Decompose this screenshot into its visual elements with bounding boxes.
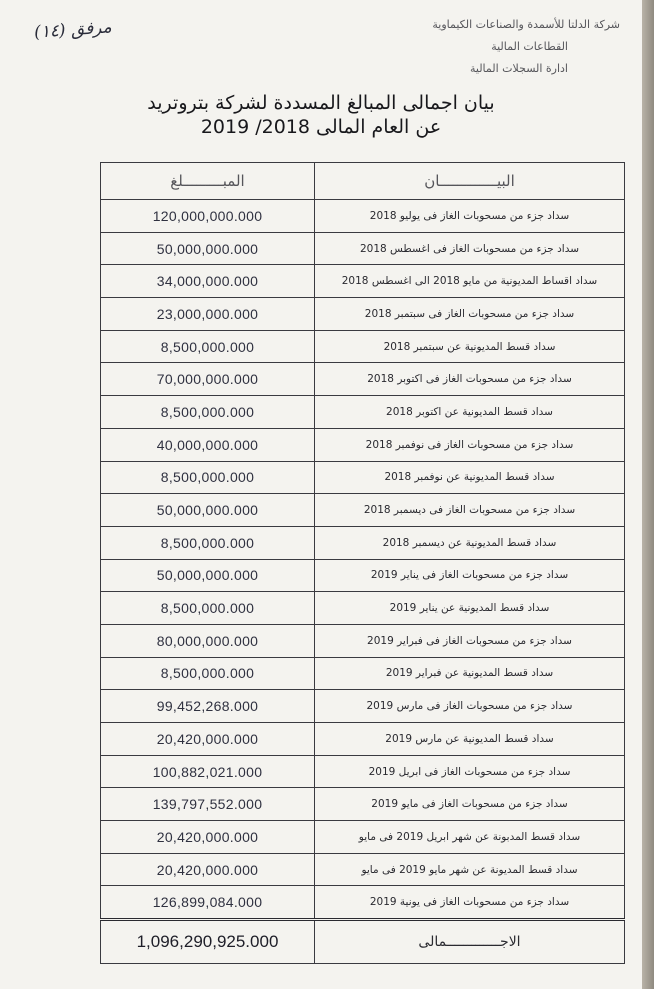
row-description: سداد قسط المديونية عن اكتوبر 2018 bbox=[315, 396, 625, 429]
row-description: سداد جزء من مسحوبات الغاز فى يناير 2019 bbox=[315, 559, 625, 592]
table-row bbox=[101, 526, 625, 559]
row-description: سداد قسط المديونية عن فبراير 2019 bbox=[315, 657, 625, 690]
table-row bbox=[101, 886, 625, 920]
table-row bbox=[101, 232, 625, 265]
document-subtitle: عن العام المالى 2018/ 2019 bbox=[200, 116, 442, 138]
row-description: سداد قسط المديونية عن نوفمبر 2018 bbox=[315, 461, 625, 494]
company-letterhead bbox=[432, 14, 620, 80]
page-edge-shadow bbox=[642, 0, 654, 989]
table-row bbox=[101, 755, 625, 788]
table-row bbox=[101, 330, 625, 363]
row-description: سداد جزء من مسحوبات الغاز فى نوفمبر 2018 bbox=[315, 428, 625, 461]
table-row bbox=[101, 821, 625, 854]
table-row bbox=[101, 723, 625, 756]
row-description: سداد جزء من مسحوبات الغاز فى يونية 2019 bbox=[315, 886, 625, 920]
row-amount: 126,899,084.000 bbox=[101, 886, 315, 920]
row-amount: 8,500,000.000 bbox=[101, 461, 315, 494]
division-line: ادارة السجلات المالية bbox=[469, 62, 568, 75]
row-description: سداد جزء من مسحوبات الغاز فى ابريل 2019 bbox=[315, 755, 625, 788]
row-amount: 8,500,000.000 bbox=[101, 330, 315, 363]
table-row bbox=[101, 494, 625, 527]
row-description: سداد قسط المديونية عن يناير 2019 bbox=[315, 592, 625, 625]
row-description: سداد قسط المدبونة عن شهر ابريل 2019 فى مايو bbox=[315, 821, 625, 854]
handwritten-annex-note: مرفق (١٤) bbox=[33, 17, 113, 43]
row-description: سداد قسط المديونية عن مارس 2019 bbox=[315, 723, 625, 756]
table-row bbox=[101, 396, 625, 429]
row-description: سداد قسط المديونية عن سبتمبر 2018 bbox=[315, 330, 625, 363]
table-row bbox=[101, 788, 625, 821]
row-description: سداد جزء من مسحوبات الغاز فى فبراير 2019 bbox=[315, 624, 625, 657]
row-description: سداد جزء من مسحوبات الغاز فى اغسطس 2018 bbox=[315, 232, 625, 265]
table-row bbox=[101, 298, 625, 331]
document-title: بيان اجمالى المبالغ المسددة لشركة بتروتريد bbox=[147, 92, 495, 114]
row-amount: 40,000,000.000 bbox=[101, 428, 315, 461]
row-description: سداد جزء من مسحوبات الغاز فى ديسمبر 2018 bbox=[315, 494, 625, 527]
table-row bbox=[101, 461, 625, 494]
column-header-amount: المبـــــــــلغ bbox=[101, 163, 315, 200]
table-row bbox=[101, 853, 625, 886]
table-row bbox=[101, 265, 625, 298]
row-amount: 23,000,000.000 bbox=[101, 298, 315, 331]
row-amount: 8,500,000.000 bbox=[101, 657, 315, 690]
row-amount: 99,452,268.000 bbox=[101, 690, 315, 723]
row-amount: 34,000,000.000 bbox=[101, 265, 315, 298]
payments-table bbox=[100, 162, 625, 964]
table-row bbox=[101, 363, 625, 396]
row-amount: 20,420,000.000 bbox=[101, 853, 315, 886]
table-row bbox=[101, 428, 625, 461]
row-amount: 70,000,000.000 bbox=[101, 363, 315, 396]
row-description: سداد جزء من مسحوبات الغاز فى اكتوبر 2018 bbox=[315, 363, 625, 396]
row-amount: 8,500,000.000 bbox=[101, 592, 315, 625]
row-description: سداد جزء من مسحوبات الغاز فى مارس 2019 bbox=[315, 690, 625, 723]
table-row bbox=[101, 624, 625, 657]
row-amount: 139,797,552.000 bbox=[101, 788, 315, 821]
table-row bbox=[101, 690, 625, 723]
row-amount: 20,420,000.000 bbox=[101, 723, 315, 756]
row-description: سداد جزء من مسحوبات الغاز فى يوليو 2018 bbox=[315, 200, 625, 233]
row-amount: 80,000,000.000 bbox=[101, 624, 315, 657]
row-description: سداد قسط المديونية عن ديسمبر 2018 bbox=[315, 526, 625, 559]
row-amount: 120,000,000.000 bbox=[101, 200, 315, 233]
total-row bbox=[101, 920, 625, 964]
row-amount: 8,500,000.000 bbox=[101, 526, 315, 559]
row-description: سداد اقساط المديونية من مايو 2018 الى اغسطس 2018 bbox=[315, 265, 625, 298]
row-amount: 100,882,021.000 bbox=[101, 755, 315, 788]
company-name: شركة الدلتا للأسمدة والصناعات الكيماوية bbox=[432, 18, 620, 31]
table-row bbox=[101, 559, 625, 592]
table-row bbox=[101, 592, 625, 625]
department-line: القطاعات المالية bbox=[491, 40, 568, 53]
row-amount: 8,500,000.000 bbox=[101, 396, 315, 429]
row-description: سداد قسط المديونة عن شهر مايو 2019 فى مايو bbox=[315, 853, 625, 886]
row-description: سداد جزء من مسحوبات الغاز فى سبتمبر 2018 bbox=[315, 298, 625, 331]
total-label: الاجـــــــــــــمالى bbox=[315, 920, 625, 964]
row-description: سداد جزء من مسحوبات الغاز فى مايو 2019 bbox=[315, 788, 625, 821]
column-header-description: البيـــــــــــــان bbox=[315, 163, 625, 200]
table-header-row bbox=[101, 163, 625, 200]
row-amount: 50,000,000.000 bbox=[101, 494, 315, 527]
total-amount: 1,096,290,925.000 bbox=[101, 920, 315, 964]
table-row bbox=[101, 200, 625, 233]
row-amount: 20,420,000.000 bbox=[101, 821, 315, 854]
table-row bbox=[101, 657, 625, 690]
row-amount: 50,000,000.000 bbox=[101, 232, 315, 265]
row-amount: 50,000,000.000 bbox=[101, 559, 315, 592]
